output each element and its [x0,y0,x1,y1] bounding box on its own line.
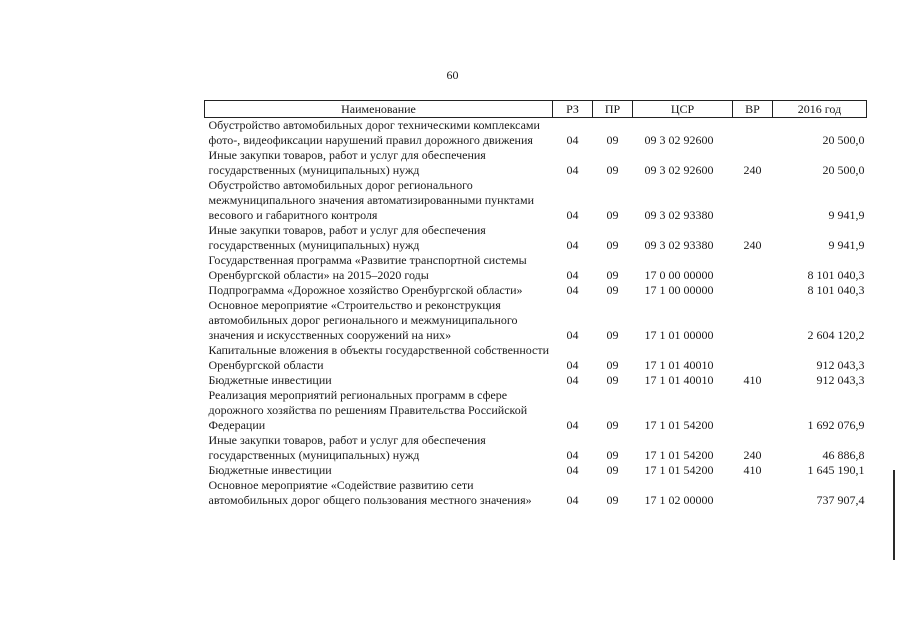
cell-pr: 09 [606,358,619,372]
cell-pr: 09 [606,463,619,477]
cell-csr: 17 0 00 00000 [644,268,714,282]
cell-rz: 04 [566,133,579,147]
cell-pr: 09 [606,238,619,252]
budget-table-container [204,100,866,508]
table-row [205,118,867,149]
cell-name: Обустройство автомобильных дорог регионального межмуниципального значения автоматизированными пунктами весового и габаритного контроля [208,178,534,222]
header-pr: ПР [593,101,633,118]
cell-name: Иные закупки товаров, работ и услуг для обеспечения государственных (муниципальных) нужд [208,433,486,462]
cell-rz: 04 [566,373,579,387]
cell-vr [733,283,773,298]
cell-csr: 17 1 01 40010 [644,373,714,387]
cell-name: Основное мероприятие «Строительство и реконструкция автомобильных дорог регионального и межмуниципального значения и искусственных сооружений на них» [208,298,518,342]
cell-name: Реализация мероприятий региональных программ в сфере дорожного хозяйства по решениям Правительства Российской Федерации [208,388,528,432]
page-number: 60 [446,68,459,82]
cell-pr: 09 [606,448,619,462]
cell-pr: 09 [606,328,619,342]
cell-rz: 04 [566,163,579,177]
cell-rz: 04 [566,418,579,432]
table-row [205,283,867,298]
table-row [205,148,867,178]
cell-amount: 8 101 040,3 [807,268,865,282]
cell-csr: 17 1 01 00000 [644,328,714,342]
cell-name: Бюджетные инвестиции [208,373,332,387]
cell-amount: 1 692 076,9 [807,418,865,432]
cell-pr: 09 [606,493,619,507]
cell-vr: 410 [743,463,762,477]
cell-amount: 46 886,8 [822,448,865,462]
cell-vr: 240 [743,163,762,177]
cell-csr: 09 3 02 92600 [644,163,714,177]
cell-csr: 17 1 01 40010 [644,358,714,372]
cell-name: Бюджетные инвестиции [208,463,332,477]
cell-rz: 04 [566,283,579,297]
cell-name: Подпрограмма «Дорожное хозяйство Оренбургской области» [208,283,523,297]
cell-csr: 09 3 02 93380 [644,238,714,252]
cell-pr: 09 [606,283,619,297]
scan-edge-mark [893,470,895,560]
table-row [205,478,867,508]
cell-rz: 04 [566,328,579,342]
cell-pr: 09 [606,133,619,147]
table-row [205,463,867,478]
cell-name: Обустройство автомобильных дорог техническими комплексами фото-, видеофиксации нарушений правил дорожного движения [208,118,540,147]
cell-vr [733,343,773,373]
cell-name: Иные закупки товаров, работ и услуг для обеспечения государственных (муниципальных) нужд [208,148,486,177]
cell-amount: 9 941,9 [828,238,865,252]
table-row [205,343,867,373]
cell-name: Иные закупки товаров, работ и услуг для обеспечения государственных (муниципальных) нужд [208,223,486,252]
cell-rz: 04 [566,238,579,252]
cell-pr: 09 [606,373,619,387]
table-row [205,223,867,253]
cell-pr: 09 [606,208,619,222]
cell-vr: 240 [743,238,762,252]
table-row [205,388,867,433]
cell-vr: 240 [743,448,762,462]
cell-vr: 410 [743,373,762,387]
cell-vr [733,478,773,508]
cell-name: Государственная программа «Развитие транспортной системы Оренбургской области» на 2015–2020 годы [208,253,527,282]
header-name: Наименование [205,101,553,118]
cell-rz: 04 [566,268,579,282]
cell-csr: 17 1 02 00000 [644,493,714,507]
cell-rz: 04 [566,463,579,477]
header-row [205,101,867,118]
header-vr: ВР [733,101,773,118]
cell-csr: 09 3 02 93380 [644,208,714,222]
header-rz: РЗ [553,101,593,118]
cell-amount: 20 500,0 [822,163,865,177]
table-row [205,298,867,343]
table-body [205,118,867,509]
cell-vr [733,388,773,433]
cell-amount: 912 043,3 [816,373,865,387]
cell-amount: 20 500,0 [822,133,865,147]
header-csr: ЦСР [633,101,733,118]
cell-rz: 04 [566,358,579,372]
table-row [205,253,867,283]
cell-vr [733,298,773,343]
budget-table [204,100,867,508]
cell-vr [733,118,773,149]
cell-csr: 17 1 01 54200 [644,418,714,432]
cell-csr: 17 1 01 54200 [644,463,714,477]
table-row [205,178,867,223]
cell-amount: 1 645 190,1 [807,463,865,477]
cell-rz: 04 [566,208,579,222]
cell-rz: 04 [566,493,579,507]
cell-rz: 04 [566,448,579,462]
cell-amount: 2 604 120,2 [807,328,865,342]
cell-pr: 09 [606,268,619,282]
cell-csr: 17 1 01 54200 [644,448,714,462]
header-amount: 2016 год [773,101,867,118]
table-row [205,433,867,463]
cell-amount: 737 907,4 [816,493,865,507]
cell-pr: 09 [606,163,619,177]
cell-csr: 17 1 00 00000 [644,283,714,297]
table-row [205,373,867,388]
cell-amount: 912 043,3 [816,358,865,372]
cell-csr: 09 3 02 92600 [644,133,714,147]
cell-vr [733,253,773,283]
cell-vr [733,178,773,223]
cell-pr: 09 [606,418,619,432]
cell-amount: 9 941,9 [828,208,865,222]
cell-name: Основное мероприятие «Содействие развитию сети автомобильных дорог общего пользования местного значения» [208,478,532,507]
cell-name: Капитальные вложения в объекты государственной собственности Оренбургской области [208,343,550,372]
cell-amount: 8 101 040,3 [807,283,865,297]
